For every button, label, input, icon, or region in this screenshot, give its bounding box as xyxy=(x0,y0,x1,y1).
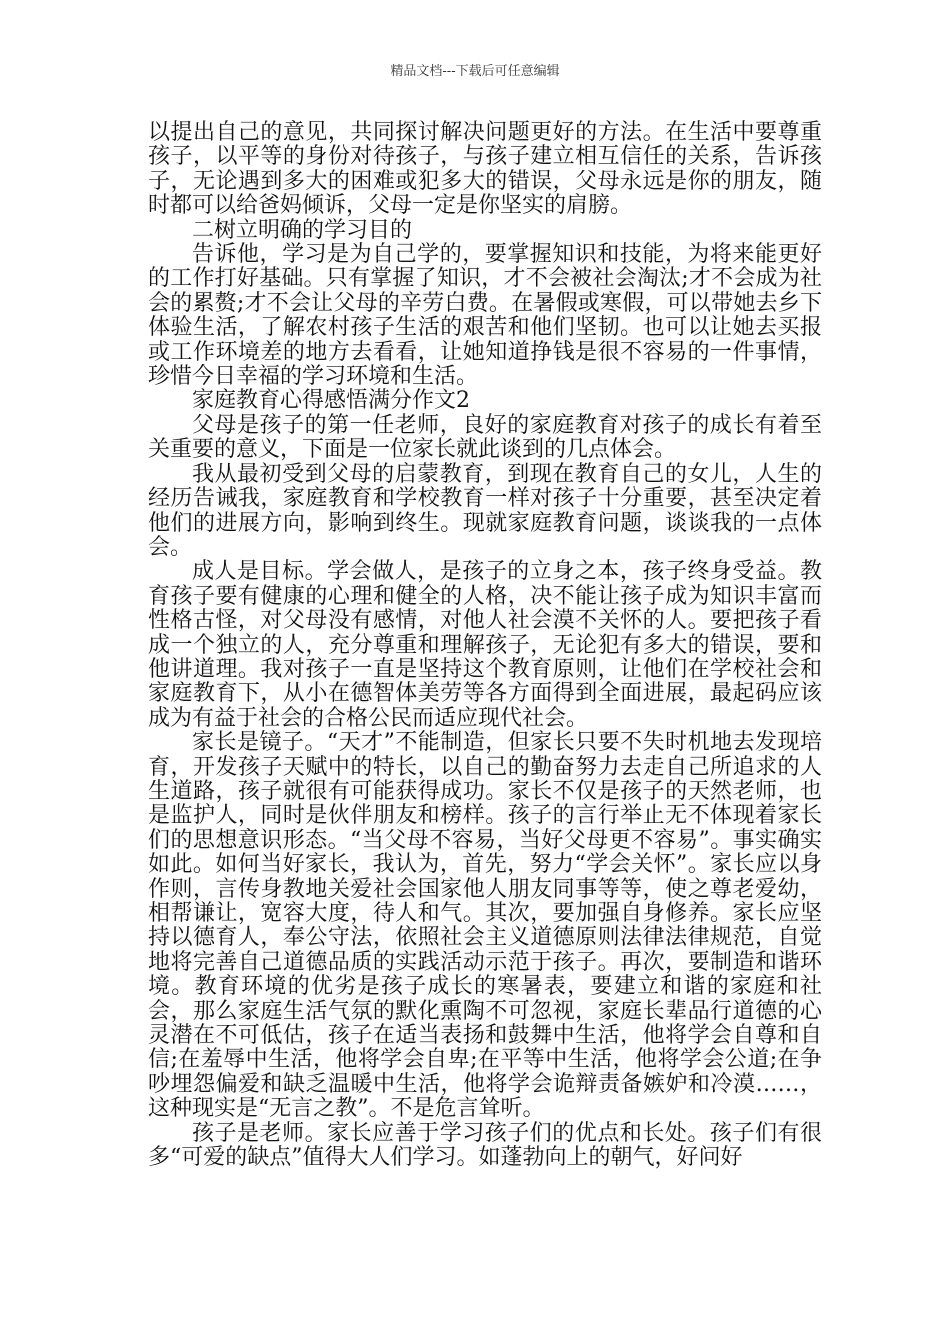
article-title: 家庭教育心得感悟满分作文2 xyxy=(192,388,470,414)
paragraph: 父母是孩子的第一任老师，良好的家庭教育对孩子的成长有着至关重要的意义，下面是一位家长就此谈到的几点体会。 xyxy=(148,412,822,463)
paragraph: 告诉他，学习是为自己学的，要掌握知识和技能，为将来能更好的工作打好基础。只有掌握了知识，才不会被社会淘汰;才不会成为社会的累赘;才不会让父母的辛劳白费。在暑假或寒假，可以带她去乡下体验生活，了解农村孩子生活的艰苦和他们坚韧。也可以让她去买报或工作环境差的地方去看看，让她知道挣钱是很不容易的一件事情，珍惜今日幸福的学习环境和生活。 xyxy=(148,242,822,390)
paragraph: 家长是镜子。“天才”不能制造，但家长只要不失时机地去发现培育，开发孩子天赋中的特长，以自己的勤奋努力去走自己所追求的人生道路，孩子就很有可能获得成功。家长不仅是孩子的天然老师，也是监护人，同时是伙伴朋友和榜样。孩子的言行举止无不体现着家长们的思想意识形态。“当父母不容易，当好父母更不容易”。事实确实如此。如何当好家长，我认为，首先，努力“学会关怀”。家长应以身作则，言传身教地关爱社会国家他人朋友同事等等，使之尊老爱幼，相帮谦让，宽容大度，待人和气。其次，要加强自身修养。家长应坚持以德育人，奉公守法，依照社会主义道德原则法律法律规范，自觉地将完善自己道德品质的实践活动示范于孩子。再次，要制造和谐环境。教育环境的优劣是孩子成长的寒暑表，要建立和谐的家庭和社会，那么家庭生活气氛的默化熏陶不可忽视，家庭长辈品行道德的心灵潜在不可低估，孩子在适当表扬和鼓舞中生活，他将学会自尊和自信;在羞辱中生活，他将学会自卑;在平等中生活，他将学会公道;在争吵埋怨偏爱和缺乏温暖中生活，他将学会诡辩责备嫉妒和冷漠……，这种现实是“无言之教”。不是危言耸听。 xyxy=(148,730,822,1122)
paragraph: 孩子是老师。家长应善于学习孩子们的优点和长处。孩子们有很多“可爱的缺点”值得大人们学习。如蓬勃向上的朝气，好问好 xyxy=(148,1120,822,1171)
document-body xyxy=(148,121,822,1170)
paragraph-continuation: 以提出自己的意见，共同探讨解决问题更好的方法。在生活中要尊重孩子，以平等的身份对待孩子，与孩子建立相互信任的关系，告诉孩子，无论遇到多大的困难或犯多大的错误，父母永远是你的朋友，随时都可以给爸妈倾诉，父母一定是你坚实的肩膀。 xyxy=(148,120,822,219)
paragraph: 成人是目标。学会做人，是孩子的立身之本，孩子终身受益。教育孩子要有健康的心理和健全的人格，决不能让孩子成为知识丰富而性格古怪，对父母没有感情，对他人社会漠不关怀的人。要把孩子看成一个独立的人，充分尊重和理解孩子，无论犯有多大的错误，要和他讲道理。我对孩子一直是坚持这个教育原则，让他们在学校社会和家庭教育下，从小在德智体美劳等各方面得到全面进展，最起码应该成为有益于社会的合格公民而适应现代社会。 xyxy=(148,559,822,731)
page-header: 精品文档---下载后可任意编辑 xyxy=(390,64,560,79)
paragraph: 我从最初受到父母的启蒙教育，到现在教育自己的女儿，人生的经历告诫我，家庭教育和学校教育一样对孩子十分重要，甚至决定着他们的进展方向，影响到终生。现就家庭教育问题，谈谈我的一点体会。 xyxy=(148,461,822,560)
section-heading: 二树立明确的学习目的 xyxy=(192,217,413,243)
